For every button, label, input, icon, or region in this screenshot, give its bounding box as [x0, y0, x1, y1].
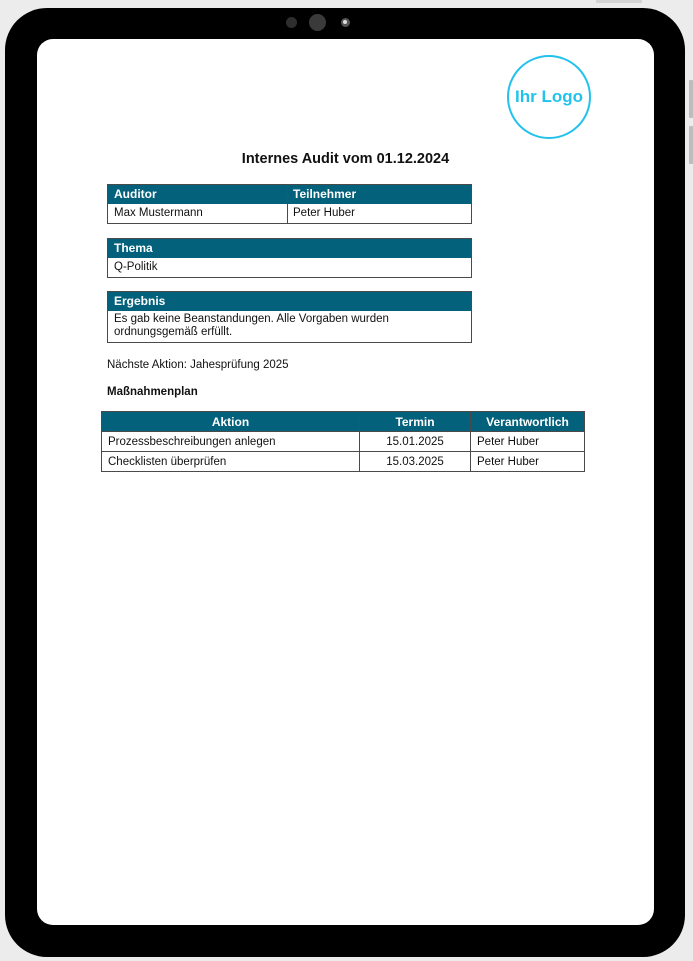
front-camera-lens-icon: [341, 18, 350, 27]
action-plan-table: [101, 411, 585, 472]
top-edge-mark: [596, 0, 642, 3]
ergebnis-header: Ergebnis: [108, 292, 471, 311]
column-header-verantwortlich: Verantwortlich: [471, 412, 585, 432]
next-action-text: Nächste Aktion: Jahesprüfung 2025: [107, 359, 289, 371]
thema-header: Thema: [108, 239, 471, 258]
camera-icon: [309, 14, 326, 31]
logo-text: Ihr Logo: [515, 87, 583, 106]
table-row: [102, 432, 585, 452]
ergebnis-table: [107, 291, 472, 343]
table-row: [102, 452, 585, 472]
volume-down-side-button: [689, 126, 693, 164]
tablet-frame: [5, 8, 685, 957]
table-header-row: [102, 412, 585, 432]
document-title: Internes Audit vom 01.12.2024: [241, 151, 450, 167]
ergebnis-value: Es gab keine Beanstandungen. Alle Vorgaben wurden ordnungsgemäß erfüllt.: [114, 313, 389, 338]
cell-termin: 15.01.2025: [360, 432, 471, 452]
cell-aktion: Checklisten überprüfen: [102, 452, 360, 472]
column-header-termin: Termin: [360, 412, 471, 432]
plan-heading: Maßnahmenplan: [107, 386, 198, 398]
document-page: [37, 39, 654, 925]
column-header-aktion: Aktion: [102, 412, 360, 432]
thema-table: [107, 238, 472, 278]
teilnehmer-header: Teilnehmer: [287, 185, 471, 204]
volume-up-side-button: [689, 80, 693, 118]
cell-verantwortlich: Peter Huber: [471, 452, 585, 472]
auditor-value: Max Mustermann: [114, 207, 203, 219]
teilnehmer-value: Peter Huber: [287, 204, 471, 223]
cell-termin: 15.03.2025: [360, 452, 471, 472]
cell-verantwortlich: Peter Huber: [471, 432, 585, 452]
sensor-icon: [286, 17, 297, 28]
auditor-header: Auditor: [114, 187, 157, 201]
cell-aktion: Prozessbeschreibungen anlegen: [102, 432, 360, 452]
company-logo: [507, 55, 591, 139]
auditor-participant-table: [107, 184, 472, 224]
thema-value: Q-Politik: [114, 261, 158, 273]
